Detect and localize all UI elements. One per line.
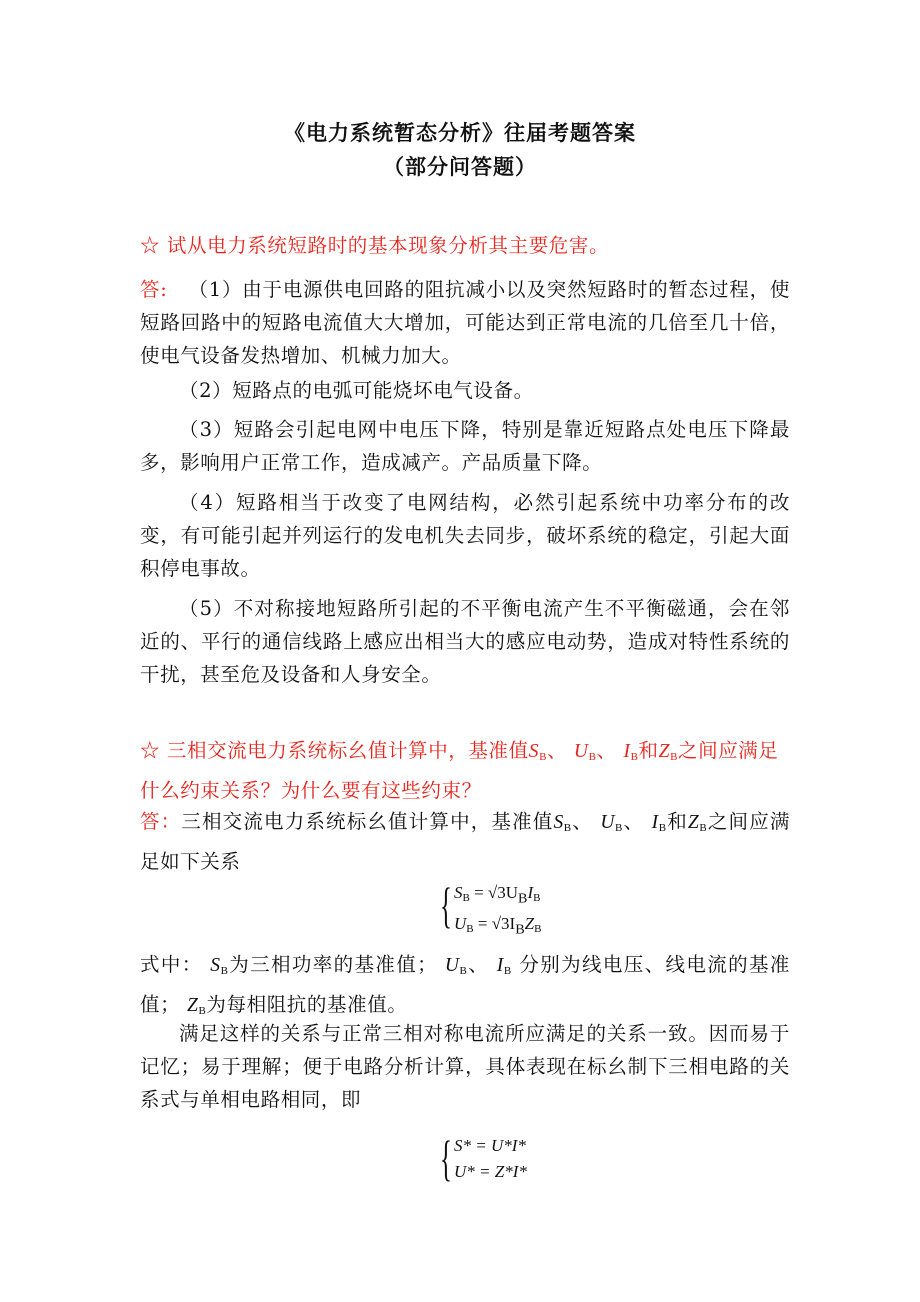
brace: { [440, 877, 452, 933]
q1-answer-p2: （2）短路点的电弧可能烧坏电气设备。 [179, 379, 534, 402]
equation-base-relations [440, 877, 542, 943]
equation-row-4: U* = Z*I* [454, 1162, 527, 1181]
symbol-SB: $S_B$ [528, 741, 547, 763]
q2-question-part-b: 之间应满足什么约束关系？为什么要有这些约束？ [140, 739, 779, 802]
sep: 、 [547, 739, 568, 762]
symbol-ZB: $Z_B$ [687, 812, 708, 834]
q2-answer-part-a: 三相交流电力系统标幺值计算中，基准值 [181, 810, 554, 833]
document-title: 《电力系统暂态分析》往届考题答案 [284, 120, 636, 145]
symbol-IB: $I_B$ [623, 741, 639, 763]
q2-reason-paragraph: 满足这样的关系与正常三相对称电流所应满足的关系一致。因而易于记忆；易于理解；便于电路分析计算，具体表现在标幺制下三相电路的关系式与单相电路相同，即 [140, 1022, 790, 1111]
equation-row-3: S* = U*I* [454, 1136, 526, 1155]
question-2 [140, 734, 790, 807]
equation-row-1: $S_B = √3U_BI_B$ [454, 883, 541, 907]
symbol-UB: $U_B$ [600, 812, 623, 834]
equation-per-unit-relations [440, 1130, 527, 1186]
q2-answer-part-b: 之间应满足如下关系 [140, 810, 790, 873]
q1-answer-p5: （5）不对称接地短路所引起的不平衡电流产生不平衡磁通，会在邻近的、平行的通信线路上感应出相当大的感应电动势，造成对特性系统的干扰，甚至危及设备和人身安全。 [140, 597, 790, 686]
equation-row-2: $U_B = √3I_BZ_B$ [454, 914, 542, 938]
document-subtitle: （部分问答题） [383, 154, 537, 179]
symbol-ZB: $Z_B$ [658, 741, 678, 763]
q1-answer-p1 [140, 273, 790, 372]
q1-answer-p4: （4）短路相当于改变了电网结构，必然引起系统中功率分布的改变，有可能引起并列运行的发电机失去同步，破坏系统的稳定，引起大面积停电事故。 [140, 491, 790, 580]
q2-answer-intro: 答：三相交流电力系统标幺值计算中，基准值$S_B$、 $U_B$、 $I_B$和$Z_B$之间应满足如下关系 [140, 810, 790, 873]
answer-label: 答： [140, 810, 182, 833]
sep: 、 [596, 739, 617, 762]
symbol-UB: $U_B$ [573, 741, 597, 763]
and: 和 [638, 739, 659, 762]
question-1: ☆ 试从电力系统短路时的基本现象分析其主要危害。 [140, 234, 610, 257]
q1-answer-p3: （3）短路会引起电网中电压下降，特别是靠近短路点处电压下降最多，影响用户正常工作，造成减产。产品质量下降。 [140, 418, 790, 474]
symbol-SB: $S_B$ [553, 812, 572, 834]
symbol-IB: $I_B$ [651, 812, 667, 834]
q1-p1-text: （1）由于电源供电回路的阻抗减小以及突然短路时的暂态过程，使短路回路中的短路电流值大大增加，可能达到正常电流的几倍至几十倍，使电气设备发热增加、机械力加大。 [140, 278, 790, 367]
q2-where-clause: 式中： $S_B$为三相功率的基准值； $U_B$、 $I_B$ 分别为线电压、线电流的基准值； $Z_B$为每相阻抗的基准值。 [140, 953, 790, 1017]
brace: { [440, 1130, 452, 1186]
q2-question-part-a: ☆ 三相交流电力系统标幺值计算中，基准值 [140, 739, 529, 762]
answer-label: 答: [140, 278, 168, 301]
